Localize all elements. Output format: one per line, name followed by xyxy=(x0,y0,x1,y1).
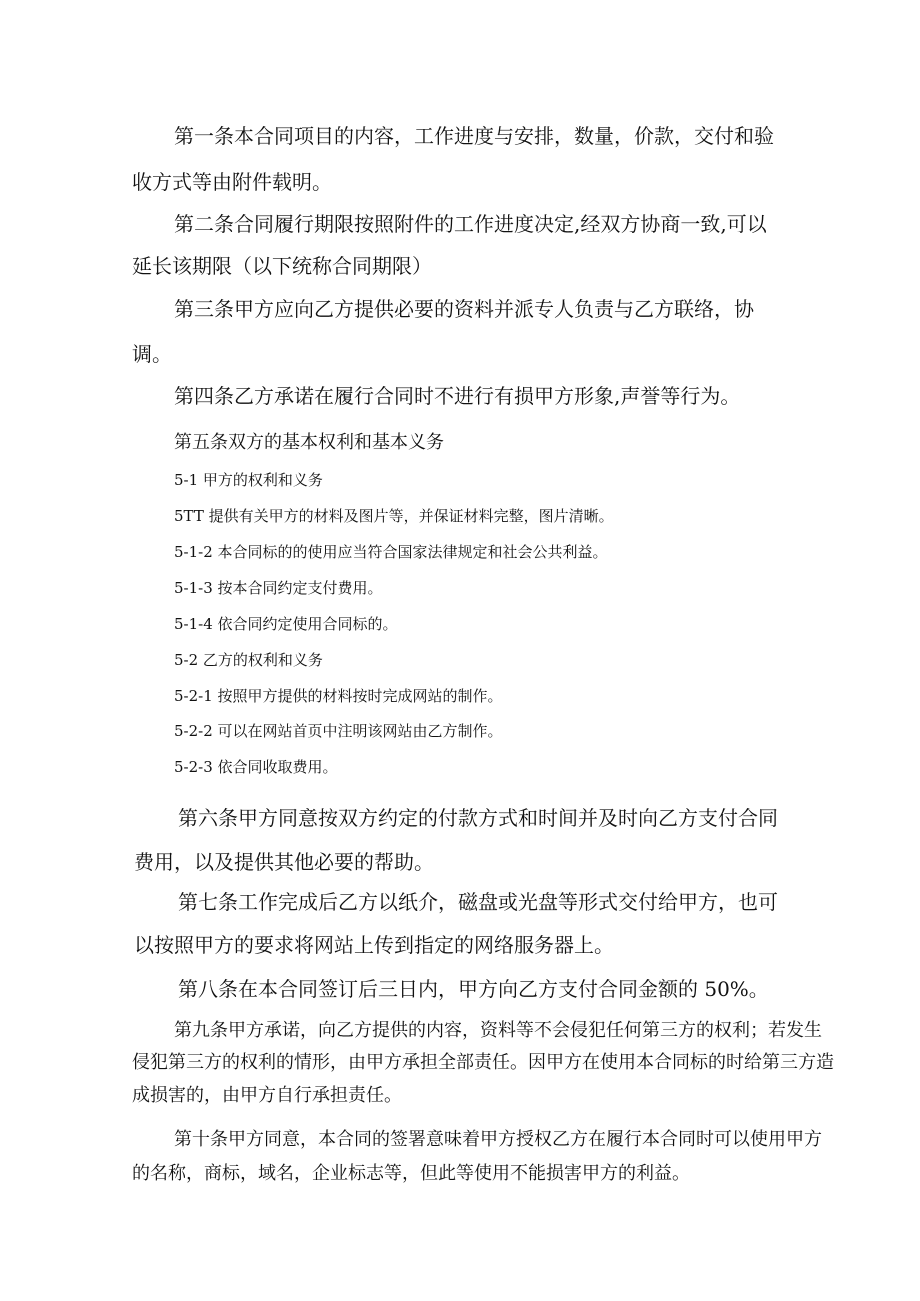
clause-item: 5-2-1 按照甲方提供的材料按时完成网站的制作。 xyxy=(174,687,503,705)
clause-item: 5-2 乙方的权利和义务 xyxy=(174,651,323,669)
clause-item: 5-1 甲方的权利和义务 xyxy=(174,471,323,489)
clause-item: 5-1-2 本合同标的的使用应当符合国家法律规定和社会公共利益。 xyxy=(174,543,608,561)
article-2-line-1: 第二条合同履行期限按照附件的工作进度决定,经双方协商一致,可以 xyxy=(174,212,767,236)
article-4-line-1: 第四条乙方承诺在履行合同时不进行有损甲方形象,声誉等行为。 xyxy=(174,384,741,408)
article-8-line-1: 第八条在本合同签订后三日内，甲方向乙方支付合同金额的 50%。 xyxy=(178,977,769,1001)
clause-item: 5-2-3 依合同收取费用。 xyxy=(174,758,338,776)
article-7-line-2: 以按照甲方的要求将网站上传到指定的网络服务器上。 xyxy=(134,933,614,957)
article-3-line-1: 第三条甲方应向乙方提供必要的资料并派专人负责与乙方联络，协 xyxy=(174,297,754,321)
article-9-line-1: 第九条甲方承诺，向乙方提供的内容，资料等不会侵犯任何第三方的权利；若发生 xyxy=(174,1020,822,1041)
article-9-line-2: 侵犯第三方的权利的情形，由甲方承担全部责任。因甲方在使用本合同标的时给第三方造 xyxy=(132,1052,834,1073)
article-3-line-2: 调。 xyxy=(132,342,172,366)
article-5-title: 第五条双方的基本权利和基本义务 xyxy=(174,432,444,453)
article-10-line-2: 的名称，商标，域名，企业标志等，但此等使用不能损害甲方的利益。 xyxy=(132,1163,690,1184)
clause-item: 5-1-3 按本合同约定支付费用。 xyxy=(174,579,383,597)
article-7-line-1: 第七条工作完成后乙方以纸介，磁盘或光盘等形式交付给甲方，也可 xyxy=(178,890,778,914)
article-6-line-1: 第六条甲方同意按双方约定的付款方式和时间并及时向乙方支付合同 xyxy=(178,806,778,830)
article-1-line-2: 收方式等由附件载明。 xyxy=(132,170,332,194)
clause-item: 5TT 提供有关甲方的材料及图片等，并保证材料完整，图片清晰。 xyxy=(174,507,614,525)
article-1-line-1: 第一条本合同项目的内容，工作进度与安排，数量，价款，交付和验 xyxy=(174,124,774,148)
article-2-line-2: 延长该期限（以下统称合同期限） xyxy=(132,254,432,278)
clause-item: 5-1-4 依合同约定使用合同标的。 xyxy=(174,615,398,633)
clause-item: 5-2-2 可以在网站首页中注明该网站由乙方制作。 xyxy=(174,722,503,740)
article-9-line-3: 成损害的，由甲方自行承担责任。 xyxy=(132,1085,402,1106)
article-6-line-2: 费用，以及提供其他必要的帮助。 xyxy=(134,850,434,874)
article-10-line-1: 第十条甲方同意，本合同的签署意味着甲方授权乙方在履行本合同时可以使用甲方 xyxy=(174,1129,822,1150)
